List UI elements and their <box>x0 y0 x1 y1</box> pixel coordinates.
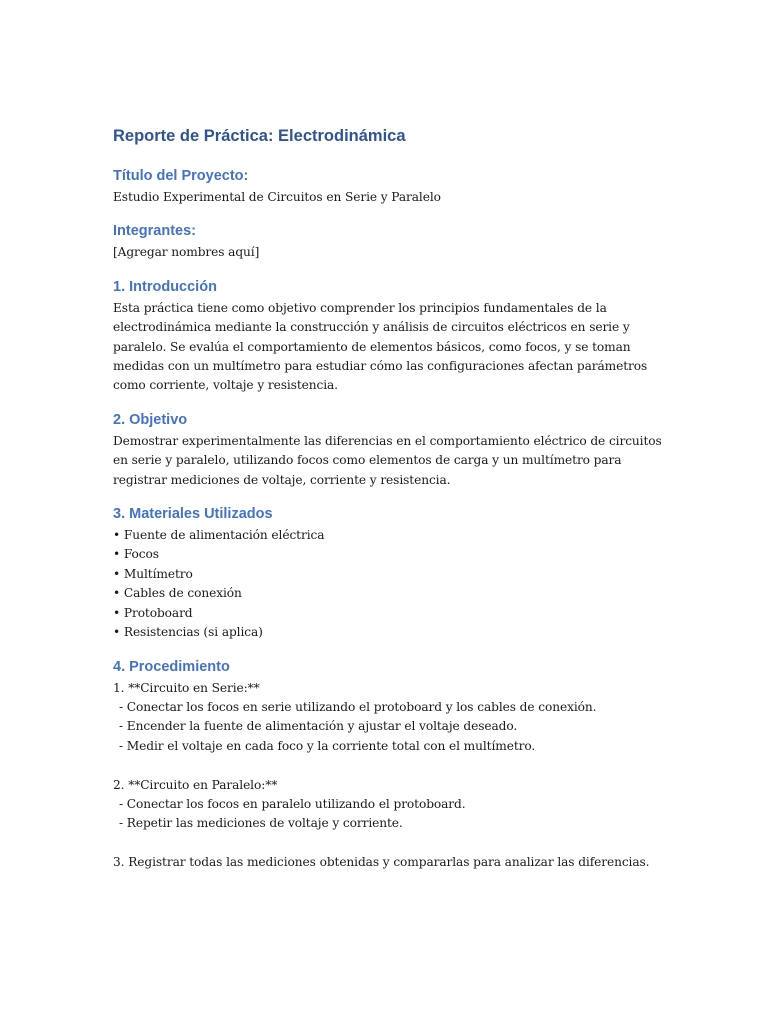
objective-heading: 2. Objetivo <box>113 411 188 428</box>
procedure-step-title: 1. **Circuito en Serie:** <box>113 680 260 695</box>
members-heading: Integrantes: <box>113 223 196 240</box>
project-title-section <box>113 166 653 207</box>
list-item: • Focos <box>113 547 159 562</box>
procedure-body <box>113 679 653 873</box>
project-title-text: Estudio Experimental de Circuitos en Serie y Paralelo <box>113 190 441 204</box>
procedure-heading: 4. Procedimiento <box>113 658 230 675</box>
paragraph-spacer <box>113 834 653 853</box>
introduction-paragraph <box>113 299 653 396</box>
list-item: • Resistencias (si aplica) <box>113 625 263 640</box>
document-title: Reporte de Práctica: Electrodinámica <box>113 127 406 145</box>
project-title-heading: Título del Proyecto: <box>113 168 249 184</box>
members-section <box>113 221 653 262</box>
paragraph-line: en serie y paralelo, utilizando focos como elementos de carga y un multímetro para <box>113 453 622 468</box>
materials-section <box>113 504 653 642</box>
procedure-substep: - Conectar los focos en paralelo utilizando el protoboard. <box>119 796 466 811</box>
procedure-step-title: 2. **Circuito en Paralelo:** <box>113 777 278 792</box>
list-item: • Fuente de alimentación eléctrica <box>113 528 325 543</box>
procedure-substep: - Conectar los focos en serie utilizando el protoboard y los cables de conexión. <box>119 699 597 714</box>
paragraph-line: Demostrar experimentalmente las diferencias en el comportamiento eléctrico de circuitos <box>113 433 662 448</box>
procedure-substep: - Medir el voltaje en cada foco y la corriente total con el multímetro. <box>119 738 536 753</box>
procedure-step-title: 3. Registrar todas las mediciones obtenidas y compararlas para analizar las diferencias. <box>113 855 650 870</box>
paragraph-line: electrodinámica mediante la construcción y análisis de circuitos eléctricos en serie y <box>113 320 630 335</box>
introduction-heading: 1. Introducción <box>113 278 217 295</box>
list-item: • Protoboard <box>113 605 193 620</box>
procedure-section <box>113 657 653 873</box>
objective-section <box>113 410 662 490</box>
members-text: [Agregar nombres aquí] <box>113 245 260 260</box>
list-item: • Multímetro <box>113 566 193 581</box>
paragraph-line: paralelo. Se evalúa el comportamiento de elementos básicos, como focos, y se toman <box>113 339 631 354</box>
materials-heading: 3. Materiales Utilizados <box>113 506 273 523</box>
paragraph-line: Esta práctica tiene como objetivo comprender los principios fundamentales de la <box>113 300 607 315</box>
objective-paragraph <box>113 432 662 490</box>
procedure-substep: - Repetir las mediciones de voltaje y corriente. <box>119 816 403 831</box>
document-page <box>113 125 662 887</box>
paragraph-line: registrar mediciones de voltaje, corriente y resistencia. <box>113 472 451 487</box>
materials-list <box>113 526 653 642</box>
paragraph-spacer <box>113 756 653 775</box>
paragraph-line: medidas con un multímetro para estudiar cómo las configuraciones afectan parámetros <box>113 359 648 374</box>
list-item: • Cables de conexión <box>113 586 242 601</box>
procedure-substep: - Encender la fuente de alimentación y ajustar el voltaje deseado. <box>119 719 518 734</box>
paragraph-line: como corriente, voltaje y resistencia. <box>113 378 338 393</box>
introduction-section <box>113 277 653 396</box>
